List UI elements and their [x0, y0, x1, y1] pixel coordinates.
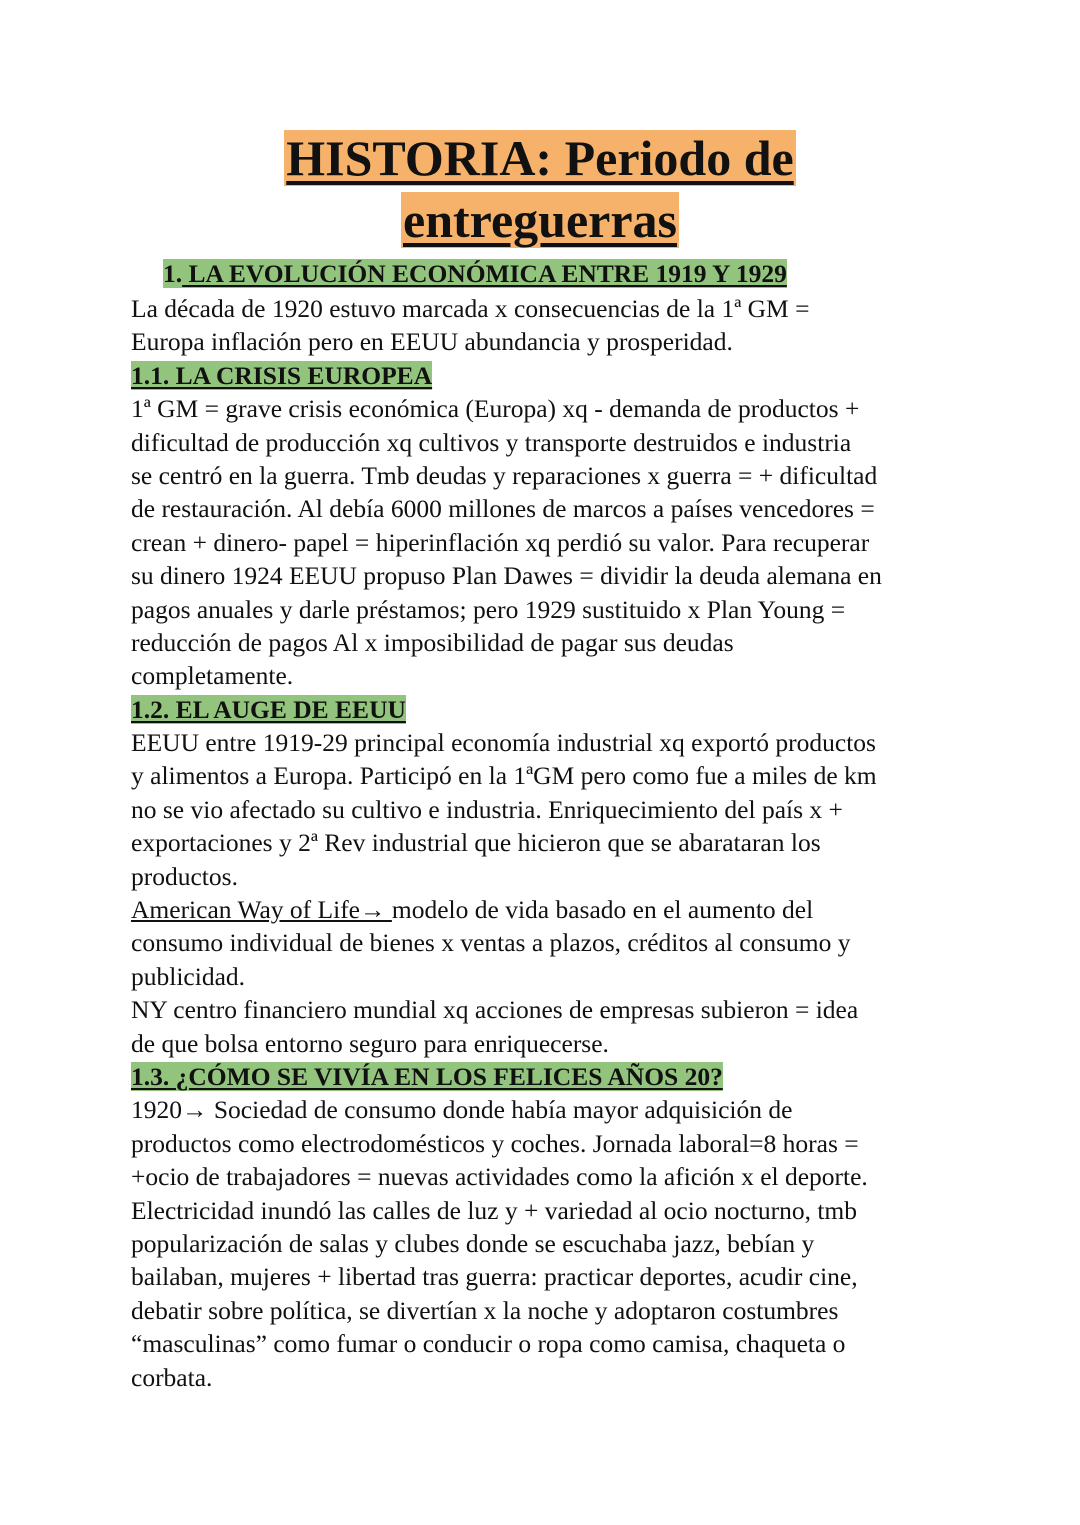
section-1-1-heading — [131, 359, 991, 392]
text-line: su dinero 1924 EEUU propuso Plan Dawes = dividir la deuda alemana en — [131, 561, 882, 591]
text-line: productos. — [131, 861, 238, 891]
text-line: EEUU entre 1919-29 principal economía industrial xq exportó productos — [131, 728, 876, 758]
section-1-text — [131, 292, 991, 359]
section-1-heading — [131, 257, 991, 292]
section-1-2-text-continued — [131, 926, 991, 1060]
text-line: debatir sobre política, se divertían x la noche y adoptaron costumbres — [131, 1295, 839, 1325]
text-line: pagos anuales y darle préstamos; pero 1929 sustituido x Plan Young = — [131, 594, 846, 624]
text-line: reducción de pagos Al x imposibilidad de pagar sus deudas — [131, 627, 734, 657]
section-title: 1.2. EL AUGE DE EEUU — [131, 694, 406, 724]
text-line: 1ª GM = grave crisis económica (Europa) xq - demanda de productos + — [131, 394, 860, 424]
section-title: LA EVOLUCIÓN ECONÓMICA ENTRE 1919 Y 1929 — [188, 259, 787, 288]
text-line: completamente. — [131, 661, 294, 691]
text-line: Electricidad inundó las calles de luz y + variedad al ocio nocturno, tmb — [131, 1195, 858, 1225]
text-line: no se vio afectado su cultivo e industria. Enriquecimiento del país x + — [131, 794, 843, 824]
title-text: entreguerras — [403, 192, 677, 248]
section-1-2-heading — [131, 693, 991, 726]
american-way-of-life-line — [131, 893, 991, 926]
text-line: bailaban, mujeres + libertad tras guerra: practicar deportes, acudir cine, — [131, 1262, 858, 1292]
text-line: NY centro financiero mundial xq acciones de empresas subieron = idea — [131, 995, 859, 1025]
text-line: corbata. — [131, 1362, 213, 1392]
american-way-of-life-term: American Way of Life→ — [131, 895, 392, 925]
text-line: La década de 1920 estuvo marcada x consecuencias de la 1ª GM = — [131, 294, 810, 323]
text-line: exportaciones y 2ª Rev industrial que hicieron que se abarataran los — [131, 828, 821, 858]
text-line: se centró en la guerra. Tmb deudas y reparaciones x guerra = + dificultad — [131, 460, 878, 490]
text-line: crean + dinero- papel = hiperinflación xq perdió su valor. Para recuperar — [131, 527, 870, 557]
section-title: 1.3. ¿CÓMO SE VIVÍA EN LOS FELICES AÑOS 20? — [131, 1061, 723, 1091]
text-line: +ocio de trabajadores = nuevas actividades como la afición x el deporte. — [131, 1162, 868, 1192]
section-1-1-text — [131, 392, 991, 693]
text-line: modelo de vida basado en el aumento del — [391, 895, 814, 925]
text-line: consumo individual de bienes x ventas a plazos, créditos al consumo y — [131, 928, 851, 958]
document-body — [131, 257, 991, 1394]
section-1-3-heading — [131, 1060, 991, 1093]
page-title-line-2 — [0, 190, 1080, 250]
text-line: Europa inflación pero en EEUU abundancia y prosperidad. — [131, 327, 733, 357]
text-line: de restauración. Al debía 6000 millones de marcos a países vencedores = — [131, 494, 875, 524]
section-number: 1. — [163, 259, 183, 288]
section-title: 1.1. LA CRISIS EUROPEA — [131, 360, 433, 390]
text-line: 1920→ Sociedad de consumo donde había mayor adquisición de — [131, 1095, 793, 1125]
text-line: de que bolsa entorno seguro para enriquecerse. — [131, 1028, 609, 1058]
text-line: dificultad de producción xq cultivos y transporte destruidos e industria — [131, 427, 852, 457]
title-text: HISTORIA: Periodo de — [286, 130, 794, 186]
text-line: productos como electrodomésticos y coches. Jornada laboral=8 horas = — [131, 1128, 859, 1158]
section-1-3-text — [131, 1093, 991, 1394]
text-line: popularización de salas y clubes donde se escuchaba jazz, bebían y — [131, 1228, 815, 1258]
page-title-line-1 — [0, 128, 1080, 188]
text-line: y alimentos a Europa. Participó en la 1ªGM pero como fue a miles de km — [131, 761, 877, 791]
text-line: “masculinas” como fumar o conducir o ropa como camisa, chaqueta o — [131, 1329, 846, 1359]
text-line: publicidad. — [131, 961, 246, 991]
section-1-2-text — [131, 726, 991, 893]
